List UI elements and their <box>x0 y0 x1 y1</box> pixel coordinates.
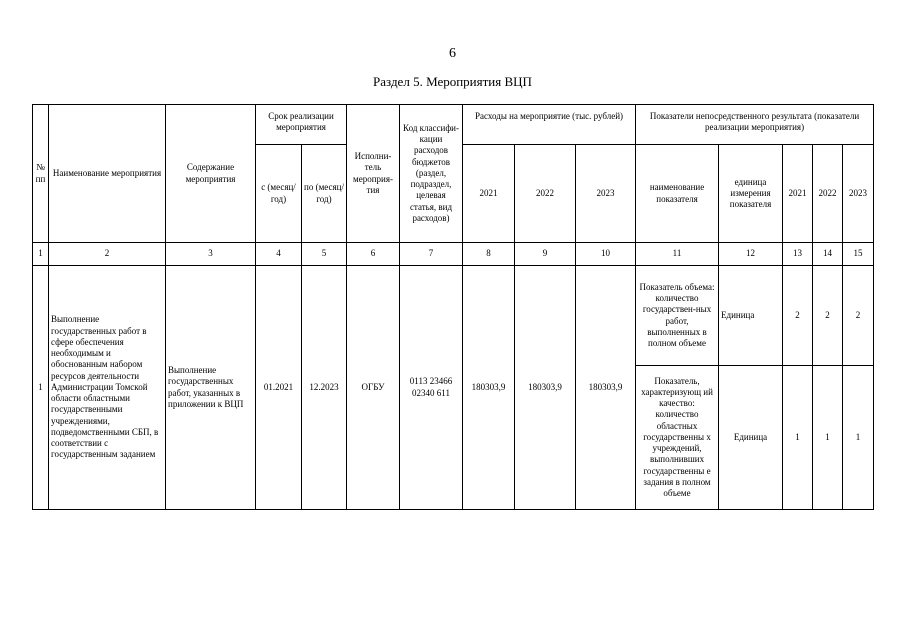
row-num: 1 <box>33 266 49 510</box>
header-num: № пп <box>33 105 49 243</box>
indicator-value-2022: 1 <box>813 366 843 510</box>
header-exp-2023: 2023 <box>576 145 636 243</box>
column-number: 4 <box>256 243 302 266</box>
header-ind-unit: единица измерения показателя <box>719 145 783 243</box>
column-number-row <box>33 243 874 266</box>
header-code: Код классифи-кации расходов бюджетов (раздел, подраздел, целевая статья, вид расходов) <box>400 105 463 243</box>
table-row <box>33 266 874 366</box>
column-number: 2 <box>49 243 166 266</box>
header-name: Наименование мероприятия <box>49 105 166 243</box>
indicator-value-2023: 2 <box>843 266 874 366</box>
page-number: 6 <box>449 46 456 61</box>
column-number: 1 <box>33 243 49 266</box>
row-budget-code: 0113 23466 02340 611 <box>400 266 463 510</box>
header-period-from: с (месяц/ год) <box>256 145 302 243</box>
row-activity-name: Выполнение государственных работ в сфере обеспечения необходимым и обоснованным набором ресурсов деятельности Администрации Томской области областными государственными учреждениями, подведомственными СБП, в соответствии с государственным заданием <box>49 266 166 510</box>
column-number: 9 <box>515 243 576 266</box>
activities-table <box>32 104 874 510</box>
indicator-value-2021: 1 <box>783 366 813 510</box>
header-content: Содержание мероприятия <box>166 105 256 243</box>
column-number: 5 <box>302 243 347 266</box>
row-executor: ОГБУ <box>347 266 400 510</box>
indicator-value-2022: 2 <box>813 266 843 366</box>
row-expense-2022: 180303,9 <box>515 266 576 510</box>
row-activity-content: Выполнение государственных работ, указанных в приложении к ВЦП <box>166 266 256 510</box>
header-period-to: по (месяц/ год) <box>302 145 347 243</box>
indicator-name: Показатель, характеризующ ий качество: количество областных государственны х учреждений, выполнивших государственны е задания в полном объеме <box>636 366 719 510</box>
indicator-unit: Единица <box>719 366 783 510</box>
indicator-unit: Единица <box>719 266 783 366</box>
header-indicators: Показатели непосредственного результата (показатели реализации мероприятия) <box>636 105 874 145</box>
header-period: Срок реализации мероприятия <box>256 105 347 145</box>
column-number: 6 <box>347 243 400 266</box>
row-period-to: 12.2023 <box>302 266 347 510</box>
column-number: 7 <box>400 243 463 266</box>
header-executor: Исполни-тель мероприя-тия <box>347 105 400 243</box>
column-number: 10 <box>576 243 636 266</box>
indicator-value-2021: 2 <box>783 266 813 366</box>
header-exp-2021: 2021 <box>463 145 515 243</box>
column-number: 11 <box>636 243 719 266</box>
row-period-from: 01.2021 <box>256 266 302 510</box>
indicator-name: Показатель объема: количество государствен-ных работ, выполненных в полном объеме <box>636 266 719 366</box>
header-exp-2022: 2022 <box>515 145 576 243</box>
header-ind-name: наименование показателя <box>636 145 719 243</box>
header-ind-2023: 2023 <box>843 145 874 243</box>
indicator-value-2023: 1 <box>843 366 874 510</box>
column-number: 14 <box>813 243 843 266</box>
row-expense-2021: 180303,9 <box>463 266 515 510</box>
column-number: 15 <box>843 243 874 266</box>
column-number: 8 <box>463 243 515 266</box>
row-expense-2023: 180303,9 <box>576 266 636 510</box>
header-ind-2022: 2022 <box>813 145 843 243</box>
column-number: 13 <box>783 243 813 266</box>
section-title: Раздел 5. Мероприятия ВЦП <box>373 74 532 89</box>
column-number: 12 <box>719 243 783 266</box>
header-expenses: Расходы на мероприятие (тыс. рублей) <box>463 105 636 145</box>
column-number: 3 <box>166 243 256 266</box>
header-ind-2021: 2021 <box>783 145 813 243</box>
